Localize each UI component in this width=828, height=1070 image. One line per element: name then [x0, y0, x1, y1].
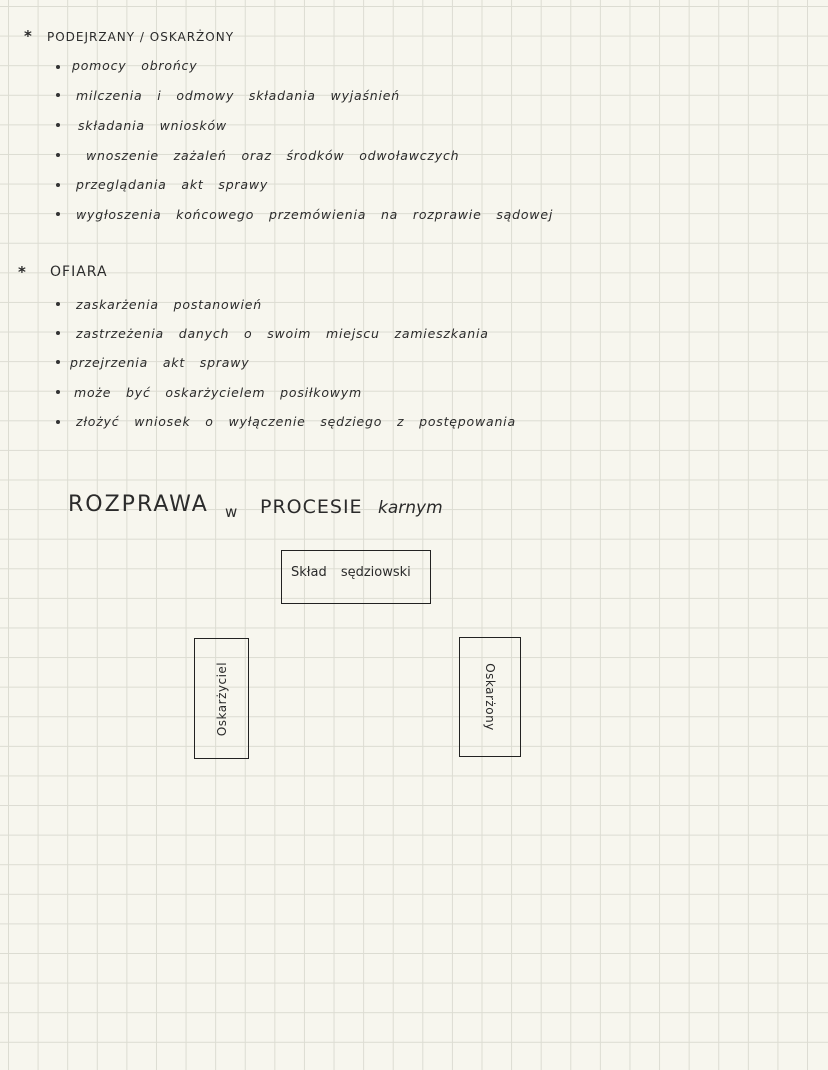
- title-word: w: [225, 503, 238, 521]
- bullet-icon: [56, 420, 60, 424]
- bench-label: Skład sędziowski: [291, 565, 411, 580]
- bullet-icon: [56, 302, 60, 306]
- bullet-icon: [56, 183, 60, 187]
- list-item: pomocy obrońcy: [72, 58, 198, 73]
- prosecutor-label: Oskarżyciel: [214, 661, 229, 736]
- bullet-icon: [56, 123, 60, 127]
- victim-heading: OFIARA: [50, 264, 108, 280]
- asterisk-icon: *: [18, 263, 26, 281]
- bullet-icon: [56, 331, 60, 335]
- bullet-icon: [56, 93, 60, 97]
- list-item: milczenia i odmowy składania wyjaśnień: [76, 88, 401, 103]
- bullet-icon: [56, 390, 60, 394]
- bench-box: [281, 550, 431, 604]
- list-item: wygłoszenia końcowego przemówienia na rozprawie sądowej: [76, 207, 554, 222]
- bullet-icon: [56, 65, 60, 69]
- list-item: zastrzeżenia danych o swoim miejscu zamieszkania: [76, 326, 489, 341]
- bullet-icon: [56, 153, 60, 157]
- list-item: składania wniosków: [78, 118, 227, 133]
- title-word: ROZPRAWA: [68, 492, 209, 517]
- bullet-icon: [56, 360, 60, 364]
- suspect-heading: PODEJRZANY / OSKARŻONY: [47, 30, 235, 44]
- title-word: PROCESIE: [260, 496, 363, 518]
- list-item: przeglądania akt sprawy: [76, 177, 269, 192]
- defendant-box: [459, 637, 521, 757]
- bullet-icon: [56, 212, 60, 216]
- defendant-label: Oskarżony: [483, 663, 497, 731]
- list-item: wnoszenie zażaleń oraz środków odwoławczych: [86, 148, 460, 163]
- prosecutor-box: [194, 638, 249, 759]
- asterisk-icon: *: [24, 27, 32, 45]
- list-item: złożyć wniosek o wyłączenie sędziego z postępowania: [76, 414, 516, 429]
- title-word: karnym: [378, 498, 443, 518]
- list-item: może być oskarżycielem posiłkowym: [74, 385, 362, 400]
- list-item: przejrzenia akt sprawy: [70, 355, 250, 370]
- list-item: zaskarżenia postanowień: [76, 297, 262, 312]
